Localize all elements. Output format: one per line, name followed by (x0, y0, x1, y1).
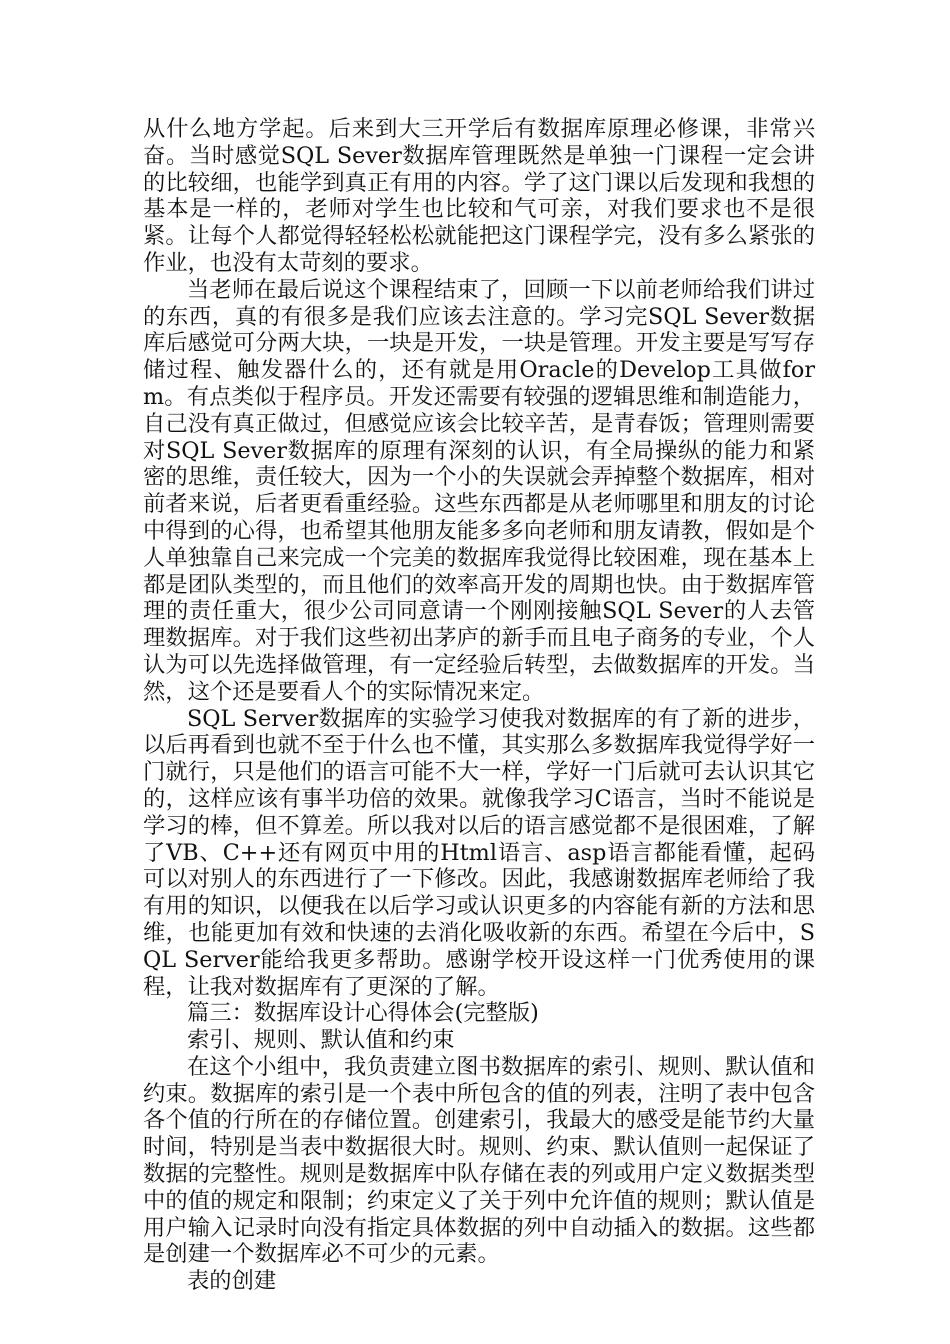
subsection-heading: 表的创建 (187, 1268, 277, 1295)
document-body (143, 116, 815, 1295)
paragraph: 在这个小组中，我负责建立图书数据库的索引、规则、默认值和约束。数据库的索引是一个表中所包含的值的列表，注明了表中包含各个值的行所在的存储位置。创建索引，我最大的感受是能节约大量时间，特别是当表中数据很大时。规则、约束、默认值则一起保证了数据的完整性。规则是数据库中队存储在表的列或用户定义数据类型中的值的规定和限制；约束定义了关于列中允许值的规则；默认值是用户输入记录时向没有指定具体数据的列中自动插入的数据。这些都是创建一个数据库必不可少的元素。 (143, 1053, 815, 1268)
paragraph: 当老师在最后说这个课程结束了，回顾一下以前老师给我们讲过的东西，真的有很多是我们应该去注意的。学习完SQL Sever数据库后感觉可分两大块，一块是开发，一块是管理。开发主要是写写存储过程、触发器什么的，还有就是用Oracle的Develop工具做form。有点类似于程序员。开发还需要有较强的逻辑思维和制造能力，自己没有真正做过，但感觉应该会比较辛苦，是青春饭；管理则需要对SQL Sever数据库的原理有深刻的认识，有全局操纵的能力和紧密的思维，责任较大，因为一个小的失误就会弄掉整个数据库，相对前者来说，后者更看重经验。这些东西都是从老师哪里和朋友的讨论中得到的心得，也希望其他朋友能多多向老师和朋友请教，假如是个人单独靠自己来完成一个完美的数据库我觉得比较困难，现在基本上都是团队类型的，而且他们的效率高开发的周期也快。由于数据库管理的责任重大，很少公司同意请一个刚刚接触SQL Sever的人去管理数据库。对于我们这些初出茅庐的新手而且电子商务的专业，个人认为可以先选择做管理，有一定经验后转型，去做数据库的开发。当然，这个还是要看人个的实际情况来定。 (143, 276, 815, 705)
subsection-heading: 索引、规则、默认值和约束 (187, 1027, 455, 1054)
paragraph: SQL Server数据库的实验学习使我对数据库的有了新的进步，以后再看到也就不至于什么也不懂，其实那么多数据库我觉得学好一门就行，只是他们的语言可能不大一样，学好一门后就可去认识其它的，这样应该有事半功倍的效果。就像我学习C语言，当时不能说是学习的棒，但不算差。所以我对以后的语言感觉都不是很困难，了解了VB、C++还有网页中用的Html语言、asp语言都能看懂，起码可以对别人的东西进行了一下修改。因此，我感谢数据库老师给了我有用的知识，以便我在以后学习或认识更多的内容能有新的方法和思维，也能更加有效和快速的去消化吸收新的东西。希望在今后中，SQL Server能给我更多帮助。感谢学校开设这样一门优秀使用的课程，让我对数据库有了更深的了解。 (143, 705, 815, 1000)
paragraph-continued: 从什么地方学起。后来到大三开学后有数据库原理必修课，非常兴奋。当时感觉SQL Sever数据库管理既然是单独一门课程一定会讲的比较细，也能学到真正有用的内容。学了这门课以后发现和我想的基本是一样的，老师对学生也比较和气可亲，对我们要求也不是很紧。让每个人都觉得轻轻松松就能把这门课程学完，没有多么紧张的作业，也没有太苛刻的要求。 (143, 116, 815, 276)
section-heading: 篇三：数据库设计心得体会(完整版) (187, 1000, 539, 1027)
